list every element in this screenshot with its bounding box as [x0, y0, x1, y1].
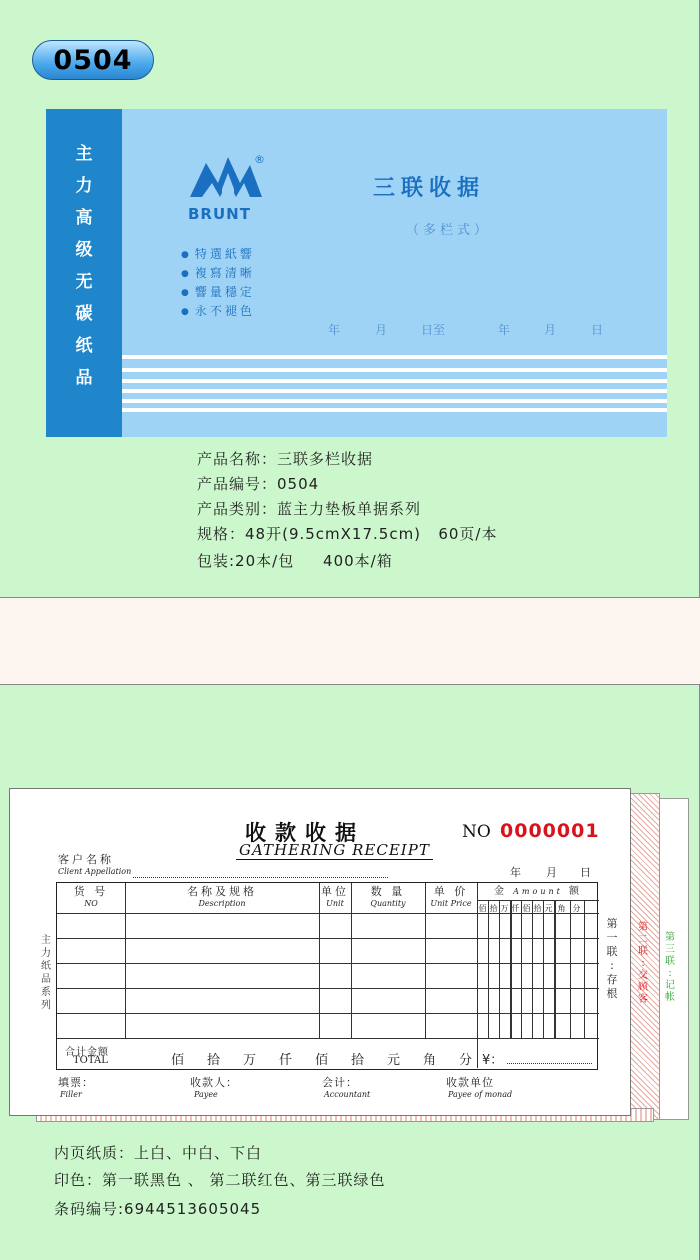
col-header-unit-price: 单 价 Unit Price — [430, 885, 472, 908]
amount-digit: 万 — [500, 904, 509, 913]
receipt-book-cover — [46, 109, 667, 437]
receipt-title: 收款收据 — [245, 821, 365, 845]
footer-accountant: 会计： Accountant — [322, 1076, 371, 1099]
feature-item: ● 複寫清晰 — [181, 264, 255, 281]
product-info-line: 产品编号：0504 — [197, 475, 320, 493]
receipt-info-line: 条码编号:6944513605045 — [54, 1200, 262, 1218]
copy1-label: 第 一 联 : 存 根 — [606, 917, 618, 1000]
amount-digit: 分 — [572, 904, 581, 913]
product-info-line: 规格：48开(9.5cmX17.5cm) 60页/本 — [197, 525, 498, 543]
footer-payee-unit: 收款单位 Payee of monad — [446, 1076, 513, 1099]
receipt-form — [9, 788, 631, 1116]
date-label: 月 — [375, 323, 388, 337]
stripe — [122, 355, 667, 359]
total-unit: 分 — [459, 1053, 473, 1068]
cover-stripes — [122, 355, 667, 413]
side-char: 力 — [75, 176, 93, 196]
client-label-en: Client Appellation — [58, 867, 132, 876]
receipt-title-en: GATHERING RECEIPT — [236, 841, 433, 860]
side-char: 碳 — [75, 304, 93, 324]
total-unit: 佰 — [171, 1053, 185, 1068]
date-label: 日 — [591, 323, 604, 337]
total-unit: 拾 — [207, 1053, 221, 1068]
date-label: 月 — [544, 323, 557, 337]
product-code-text: 0504 — [53, 44, 133, 76]
side-char: 高 — [75, 208, 93, 228]
col-header-description: 名称及规格 Description — [187, 885, 257, 908]
product-info-line: 产品类别：蓝主力垫板单据系列 — [197, 500, 422, 518]
col-header-no: 货 号 NO — [73, 885, 109, 908]
side-char: 级 — [75, 240, 93, 260]
product-cover-panel — [0, 0, 700, 598]
receipt-date-day: 日 — [580, 866, 591, 879]
receipt-side-text: 主 力 纸 品 系 列 — [41, 935, 51, 1011]
feature-item: ● 響量穩定 — [181, 283, 255, 300]
total-unit: 佰 — [315, 1053, 329, 1068]
date-label: 日至 — [421, 323, 446, 337]
receipt-no-label: NO — [462, 822, 491, 842]
receipt-table — [56, 882, 598, 1070]
amount-digit: 角 — [557, 904, 566, 913]
total-unit: 拾 — [351, 1053, 365, 1068]
amount-digit: 佰 — [478, 904, 487, 913]
brunt-logo-icon — [188, 151, 268, 203]
brand-name: BRUNT — [188, 205, 251, 223]
cover-side-strip — [46, 109, 122, 437]
feature-item: ● 永不褪色 — [181, 302, 255, 319]
total-label-en: TOTAL — [73, 1055, 108, 1066]
amount-digit: 仟 — [511, 904, 520, 913]
amount-digit: 佰 — [522, 904, 531, 913]
date-label: 年 — [328, 323, 341, 337]
receipt-info-line: 内页纸质：上白、中白、下白 — [54, 1144, 263, 1162]
stripe — [122, 408, 667, 412]
total-amount-line — [507, 1063, 592, 1064]
side-char: 无 — [75, 272, 93, 292]
total-unit: 角 — [423, 1053, 437, 1068]
col-header-amount: 金 Amount 额 — [493, 886, 583, 897]
total-unit: 仟 — [279, 1053, 293, 1068]
stripe — [122, 368, 667, 372]
registered-mark: ® — [254, 153, 265, 166]
stripe — [122, 399, 667, 403]
receipt-number: 0000001 — [500, 820, 600, 842]
receipt-info-line: 印色：第一联黑色 、 第二联红色、第三联绿色 — [54, 1171, 386, 1189]
product-info-line: 产品名称：三联多栏收据 — [197, 450, 374, 468]
total-unit: 万 — [243, 1053, 257, 1068]
product-code-badge — [32, 40, 154, 80]
cover-title: 三联收据 — [373, 176, 486, 201]
date-label: 年 — [498, 323, 511, 337]
footer-payee: 收款人： Payee — [190, 1076, 238, 1099]
amount-digit: 拾 — [489, 904, 498, 913]
side-char: 主 — [75, 144, 93, 164]
amount-digit: 元 — [544, 904, 553, 913]
copy2-label: 第 二 联 : 交 顾 客 — [638, 922, 648, 1005]
receipt-date-year: 年 — [510, 866, 521, 879]
total-label: 合计金额 — [65, 1047, 109, 1058]
copy3-label: 第 三 联 : 记 帐 — [665, 932, 675, 1003]
stripe — [122, 379, 667, 383]
cover-subtitle: （多栏式） — [406, 223, 492, 238]
stripe — [122, 389, 667, 393]
amount-digit: 拾 — [533, 904, 542, 913]
feature-item: ● 特選紙響 — [181, 245, 255, 262]
side-char: 品 — [75, 368, 93, 388]
col-header-quantity: 数 量 Quantity — [370, 885, 406, 908]
product-info-line: 包装:20本/包 400本/箱 — [197, 552, 393, 570]
side-char: 纸 — [75, 336, 93, 356]
receipt-date-month: 月 — [546, 866, 557, 879]
footer-filler: 填票： Filler — [58, 1076, 94, 1099]
total-unit: 元 — [387, 1053, 401, 1068]
client-label: 客户名称 — [58, 853, 114, 866]
yen-sign: ¥： — [482, 1053, 504, 1068]
col-header-unit: 单位 Unit — [321, 885, 349, 908]
client-name-line — [133, 877, 388, 878]
